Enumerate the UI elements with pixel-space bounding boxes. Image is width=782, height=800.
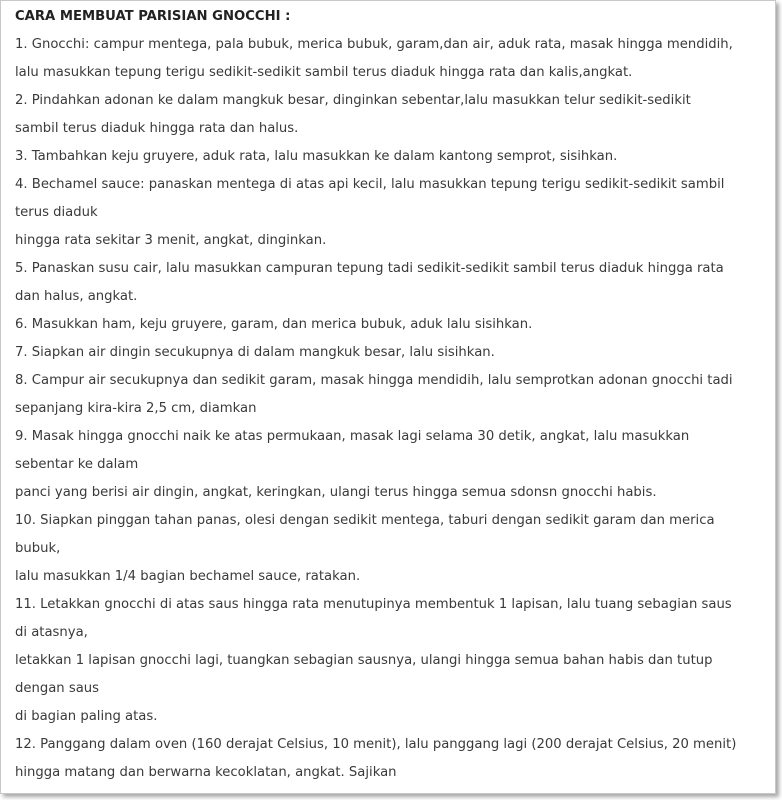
text-line: panci yang berisi air dingin, angkat, keringkan, ulangi terus hingga semua sdonsn gnocchi habis. [15, 485, 657, 500]
text-line: dan halus, angkat. [15, 289, 138, 304]
text-line: 1. Gnocchi: campur mentega, pala bubuk, merica bubuk, garam,dan air, aduk rata, masak hingga mendidih, [15, 37, 733, 52]
text-line: 10. Siapkan pinggan tahan panas, olesi dengan sedikit mentega, taburi dengan sedikit garam dan merica [15, 513, 715, 528]
text-line: terus diaduk [15, 205, 98, 220]
text-line: lalu masukkan tepung terigu sedikit-sedikit sambil terus diaduk hingga rata dan kalis,angkat. [15, 65, 633, 80]
text-line: 2. Pindahkan adonan ke dalam mangkuk besar, dinginkan sebentar,lalu masukkan telur sedikit-sedikit [15, 93, 691, 108]
text-line: 12. Panggang dalam oven (160 derajat Celsius, 10 menit), lalu panggang lagi (200 derajat Celsius, 20 menit) [15, 737, 737, 752]
recipe-title: CARA MEMBUAT PARISIAN GNOCCHI : [15, 9, 291, 24]
text-line: di bagian paling atas. [15, 709, 158, 724]
text-line: 9. Masak hingga gnocchi naik ke atas permukaan, masak lagi selama 30 detik, angkat, lalu masukkan [15, 429, 690, 444]
recipe-text [15, 3, 765, 787]
text-line: 11. Letakkan gnocchi di atas saus hingga rata menutupinya membentuk 1 lapisan, lalu tuang sebagian saus [15, 597, 732, 612]
text-line: hingga matang dan berwarna kecoklatan, angkat. Sajikan [15, 765, 397, 780]
text-line: letakkan 1 lapisan gnocchi lagi, tuangkan sebagian sausnya, ulangi hingga semua bahan habis dan tutup [15, 653, 713, 668]
text-line: bubuk, [15, 541, 61, 556]
text-line: hingga rata sekitar 3 menit, angkat, dinginkan. [15, 233, 327, 248]
text-line: di atasnya, [15, 625, 88, 640]
text-line: dengan saus [15, 681, 100, 696]
text-line: 4. Bechamel sauce: panaskan mentega di atas api kecil, lalu masukkan tepung terigu sedikit-sedikit sambil [15, 177, 725, 192]
text-line: sambil terus diaduk hingga rata dan halus. [15, 121, 299, 136]
text-line: 6. Masukkan ham, keju gruyere, garam, dan merica bubuk, aduk lalu sisihkan. [15, 317, 533, 332]
text-line: lalu masukkan 1/4 bagian bechamel sauce, ratakan. [15, 569, 361, 584]
text-line: sebentar ke dalam [15, 457, 139, 472]
text-line: 7. Siapkan air dingin secukupnya di dalam mangkuk besar, lalu sisihkan. [15, 345, 495, 360]
text-line: sepanjang kira-kira 2,5 cm, diamkan [15, 401, 257, 416]
text-line: 8. Campur air secukupnya dan sedikit garam, masak hingga mendidih, lalu semprotkan adonan gnocchi tadi [15, 373, 733, 388]
text-line: 5. Panaskan susu cair, lalu masukkan campuran tepung tadi sedikit-sedikit sambil terus diaduk hingga rata [15, 261, 724, 276]
text-line: 3. Tambahkan keju gruyere, aduk rata, lalu masukkan ke dalam kantong semprot, sisihkan. [15, 149, 618, 164]
